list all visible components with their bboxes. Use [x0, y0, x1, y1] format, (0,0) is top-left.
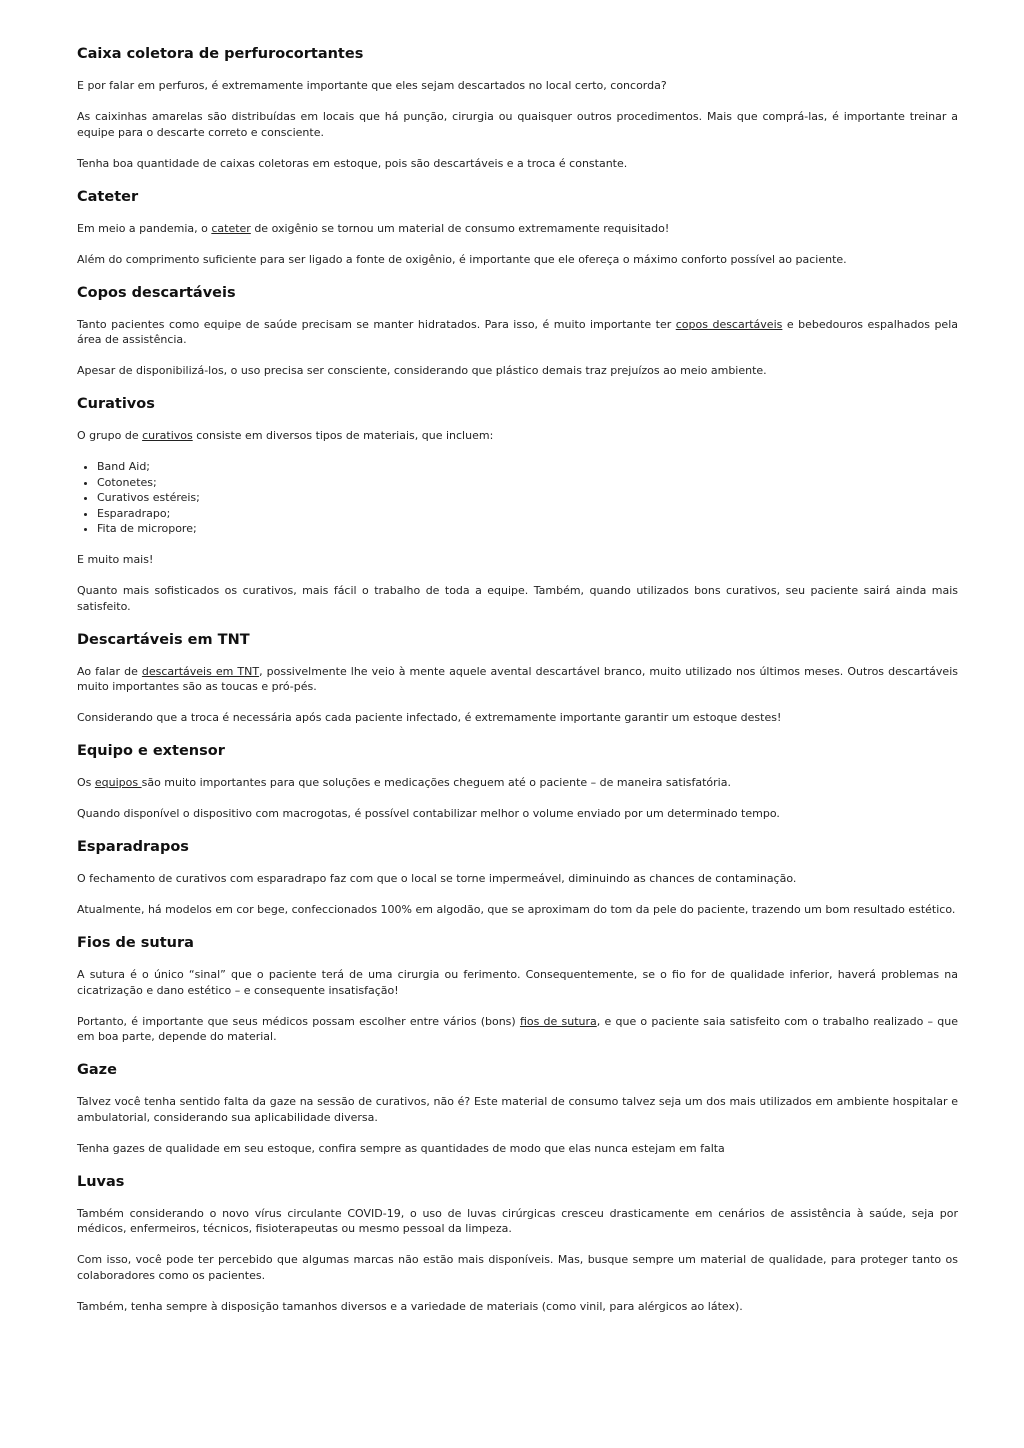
copos-descartaveis-link[interactable]: copos descartáveis: [675, 317, 783, 331]
paragraph: Portanto, é importante que seus médicos possam escolher entre vários (bons) fios de sutura, e que o paciente saia satisfeito com o trabalho realizado – que em boa parte, depende do material.: [77, 1014, 958, 1043]
list-item: • Band Aid;: [97, 459, 958, 475]
paragraph: Tenha boa quantidade de caixas coletoras em estoque, pois são descartáveis e a troca é constante.: [77, 156, 628, 170]
paragraph: Os equipos são muito importantes para que soluções e medicações cheguem até o paciente – de maneira satisfatória.: [77, 776, 731, 789]
section-esparadrapos: [77, 837, 958, 918]
section-title: Descartáveis em TNT: [77, 631, 250, 648]
paragraph: As caixinhas amarelas são distribuídas em locais que há punção, cirurgia ou quaisquer outros procedimentos. Mais que comprá-las, é importante treinar a equipe para o descarte correto e consciente.: [77, 110, 958, 139]
paragraph: A sutura é o único “sinal” que o paciente terá de uma cirurgia ou ferimento. Consequentemente, se o fio for de qualidade inferior, haverá problemas na cicatrização e dano estético – e consequente insatisfação!: [77, 968, 958, 997]
paragraph: Atualmente, há modelos em cor bege, confeccionados 100% em algodão, que se aproximam do tom da pele do paciente, trazendo um bom resultado estético.: [77, 903, 956, 916]
paragraph: Em meio a pandemia, o cateter de oxigênio se tornou um material de consumo extremamente requisitado!: [77, 221, 670, 235]
paragraph: E por falar em perfuros, é extremamente importante que eles sejam descartados no local certo, concorda?: [77, 79, 667, 92]
section-cateter: [77, 187, 958, 268]
curativos-list: [77, 459, 958, 537]
paragraph: Além do comprimento suficiente para ser ligado a fonte de oxigênio, é importante que ele ofereça o máximo conforto possível ao paciente.: [77, 252, 847, 266]
paragraph: Tanto pacientes como equipe de saúde precisam se manter hidratados. Para isso, é muito importante ter copos descartáveis e bebedouros espalhados pela área de assistência.: [77, 317, 958, 346]
paragraph: Tenha gazes de qualidade em seu estoque, confira sempre as quantidades de modo que elas nunca estejam em falta: [77, 1141, 725, 1155]
list-item: • Cotonetes;: [97, 475, 958, 491]
paragraph: Considerando que a troca é necessária após cada paciente infectado, é extremamente importante garantir um estoque destes!: [77, 711, 782, 724]
paragraph: Com isso, você pode ter percebido que algumas marcas não estão mais disponíveis. Mas, busque sempre um material de qualidade, para proteger tanto os colaboradores como os pacientes.: [77, 1253, 958, 1282]
paragraph: Quanto mais sofisticados os curativos, mais fácil o trabalho de toda a equipe. Também, quando utilizados bons curativos, seu paciente sairá ainda mais satisfeito.: [77, 584, 958, 613]
section-title: Luvas: [77, 1173, 125, 1190]
curativos-link[interactable]: curativos: [142, 429, 193, 442]
section-copos-descartaveis: [77, 283, 958, 379]
paragraph: O fechamento de curativos com esparadrapo faz com que o local se torne impermeável, diminuindo as chances de contaminação.: [77, 872, 797, 885]
list-item: • Esparadrapo;: [97, 506, 958, 522]
paragraph: Apesar de disponibilizá-los, o uso precisa ser consciente, considerando que plástico demais traz prejuízos ao meio ambiente.: [77, 364, 767, 377]
section-curativos: [77, 394, 958, 614]
paragraph: O grupo de curativos consiste em diversos tipos de materiais, que incluem:: [77, 429, 494, 442]
section-equipo-extensor: [77, 741, 958, 822]
section-title: Fios de sutura: [77, 935, 194, 951]
section-descartaveis-tnt: [77, 630, 958, 726]
paragraph: Também, tenha sempre à disposição tamanhos diversos e a variedade de materiais (como vinil, para alérgicos ao látex).: [77, 1299, 743, 1313]
section-title: Curativos: [77, 396, 155, 412]
section-title: Copos descartáveis: [77, 284, 236, 301]
paragraph: Também considerando o novo vírus circulante COVID-19, o uso de luvas cirúrgicas cresceu drasticamente em cenários de assistência à saúde, seja por médicos, enfermeiros, técnicos, fisioterapeutas ou mesmo pessoal da limpeza.: [77, 1206, 958, 1235]
document-page: [77, 44, 958, 1330]
cateter-link[interactable]: cateter: [211, 221, 251, 235]
paragraph: E muito mais!: [77, 553, 154, 566]
section-luvas: [77, 1172, 958, 1315]
section-title: Gaze: [77, 1062, 117, 1078]
paragraph: Quando disponível o dispositivo com macrogotas, é possível contabilizar melhor o volume enviado por um determinado tempo.: [77, 807, 780, 820]
section-title: Cateter: [77, 188, 139, 205]
section-title: Caixa coletora de perfurocortantes: [77, 46, 364, 62]
section-title: Esparadrapos: [77, 839, 189, 855]
list-item: • Fita de micropore;: [97, 521, 958, 537]
section-caixa-coletora: [77, 44, 958, 171]
section-gaze: [77, 1060, 958, 1156]
fios-sutura-link[interactable]: fios de sutura: [519, 1014, 597, 1028]
list-item: • Curativos estéreis;: [97, 490, 958, 506]
paragraph: Talvez você tenha sentido falta da gaze na sessão de curativos, não é? Este material de consumo talvez seja um dos mais utilizados em ambiente hospitalar e ambulatorial, considerando sua aplicabilidade diversa.: [77, 1095, 958, 1124]
section-title: Equipo e extensor: [77, 743, 225, 759]
section-fios-sutura: [77, 933, 958, 1045]
paragraph: Ao falar de descartáveis em TNT, possivelmente lhe veio à mente aquele avental descartável branco, muito utilizado nos últimos meses. Outros descartáveis muito importantes são as toucas e pró-pés.: [77, 664, 958, 693]
descartaveis-tnt-link[interactable]: descartáveis em TNT: [141, 664, 260, 678]
equipos-link[interactable]: equipos: [94, 776, 142, 789]
